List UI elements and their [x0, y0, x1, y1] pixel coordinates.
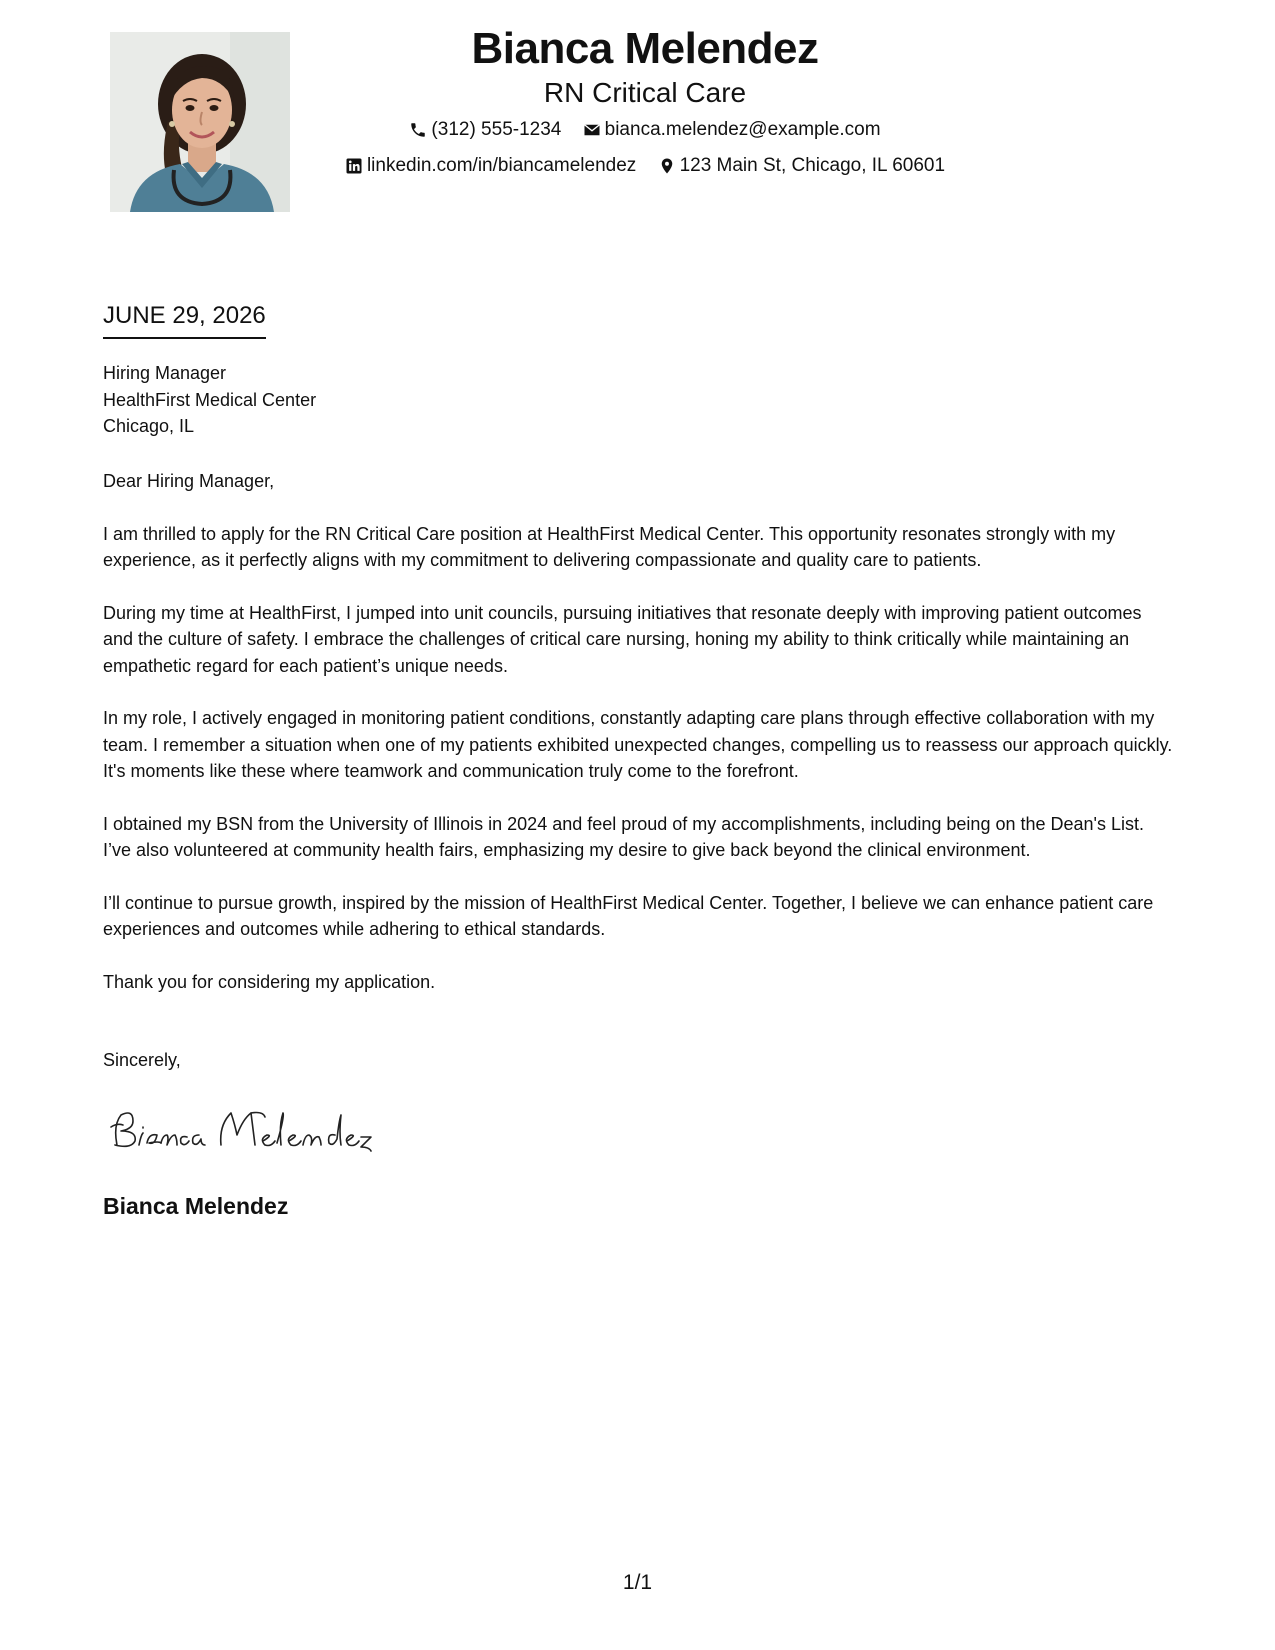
contact-email — [583, 118, 881, 142]
body-paragraph: In my role, I actively engaged in monitoring patient conditions, constantly adapting care plans through effective collaboration with my team. I remember a situation when one of my patients exhibited unexpected changes, compelling us to reassess our approach quickly. It's moments like these where teamwork and communication truly come to the forefront. — [103, 708, 1173, 781]
contact-linkedin — [345, 154, 636, 178]
address-text: 123 Main St, Chicago, IL 60601 — [679, 155, 946, 176]
body-paragraph: During my time at HealthFirst, I jumped into unit councils, pursuing initiatives that resonate deeply with improving patient outcomes and the culture of safety. I embrace the challenges of critical care nursing, honing my ability to think critically while maintaining an empathetic regard for each patient’s unique needs. — [103, 602, 1142, 676]
body-paragraph: I’ll continue to pursue growth, inspired by the mission of HealthFirst Medical Center. Together, I believe we can enhance patient care experiences and outcomes while adhering to ethical standards. — [103, 892, 1154, 939]
signature-image — [103, 1105, 373, 1155]
contact-address — [658, 154, 945, 178]
map-marker-icon — [658, 157, 676, 175]
linkedin-icon — [345, 157, 363, 175]
salutation: Dear Hiring Manager, — [103, 471, 275, 491]
recipient-block — [103, 360, 316, 440]
candidate-name: Bianca Melendez — [471, 24, 819, 73]
phone-text: (312) 555-1234 — [431, 119, 562, 140]
body-paragraph: I obtained my BSN from the University of Illinois in 2024 and feel proud of my accomplishments, including being on the Dean's List. I’ve also volunteered at community health fairs, emphasizing my desire to give back beyond the clinical environment. — [103, 813, 1144, 860]
page-number: 1/1 — [622, 1571, 653, 1594]
envelope-icon — [583, 121, 601, 139]
contact-line-2 — [290, 154, 1000, 182]
recipient-line: HealthFirst Medical Center — [103, 389, 317, 410]
linkedin-text: linkedin.com/in/biancamelendez — [366, 155, 637, 176]
contact-line-1 — [290, 118, 1000, 146]
candidate-title: RN Critical Care — [543, 77, 747, 108]
contact-phone — [409, 118, 561, 142]
signer-name: Bianca Melendez — [103, 1193, 289, 1219]
body-paragraph: I am thrilled to apply for the RN Critical Care position at HealthFirst Medical Center. This opportunity resonates strongly with my experience, as it perfectly aligns with my commitment to delivering compassionate and quality care to patients. — [103, 523, 1116, 570]
closing: Sincerely, — [103, 1050, 181, 1070]
resume-header — [290, 22, 1000, 182]
body-paragraph: Thank you for considering my application. — [103, 971, 436, 992]
email-text: bianca.melendez@example.com — [604, 119, 881, 140]
letter-date: JUNE 29, 2026 — [103, 301, 266, 339]
profile-photo — [110, 32, 290, 212]
recipient-line: Chicago, IL — [103, 416, 195, 436]
phone-icon — [409, 121, 427, 139]
recipient-line: Hiring Manager — [103, 363, 227, 383]
letter-body — [103, 468, 1173, 1021]
